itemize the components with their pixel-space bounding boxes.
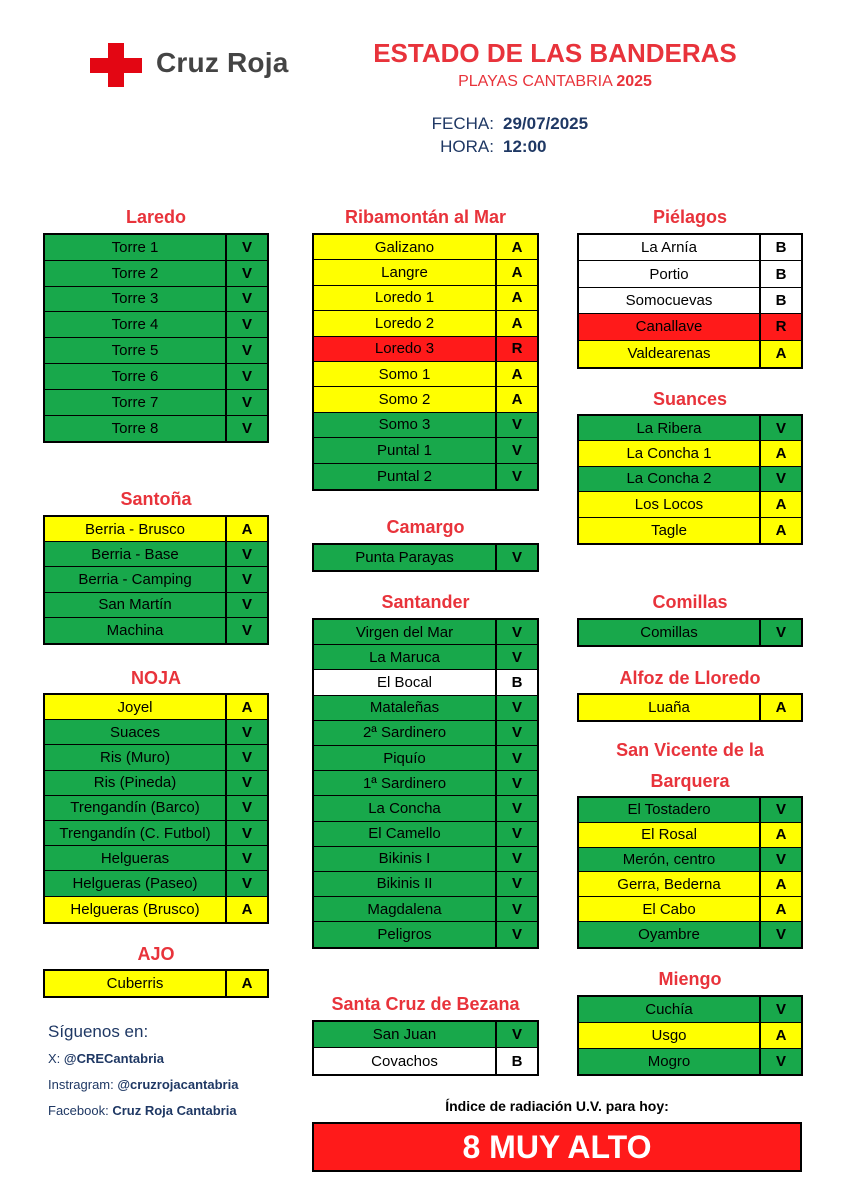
beach-row: [314, 645, 537, 670]
beach-row: [579, 235, 801, 261]
flag-status: V: [241, 824, 252, 842]
flag-status: V: [241, 238, 252, 256]
flag-table: [577, 618, 803, 647]
beach-name: Berria - Base: [45, 542, 227, 566]
beach-row: [579, 897, 801, 922]
flag-status: V: [241, 367, 252, 385]
flag-status: V: [775, 1052, 786, 1070]
beach-row: [314, 746, 537, 771]
beach-name: Oyambre: [579, 922, 761, 947]
beach-name: 1ª Sardinero: [314, 771, 497, 795]
subtitle-year: 2025: [616, 73, 652, 90]
flag-status: V: [775, 1000, 786, 1018]
beach-row: [45, 720, 267, 745]
flag-table: [577, 995, 803, 1076]
flag-status: V: [775, 624, 786, 641]
beach-row: [314, 1022, 537, 1048]
flag-status: A: [241, 698, 253, 716]
beach-name: Loredo 1: [314, 286, 497, 310]
beach-row: [314, 286, 537, 311]
hora-label: HORA:: [440, 137, 494, 156]
beach-name: Usgo: [579, 1023, 761, 1048]
flag-status: A: [775, 900, 787, 918]
flag-status: V: [775, 801, 786, 819]
beach-name: La Concha 1: [579, 441, 761, 465]
social-ig-value: @cruzrojacantabria: [117, 1077, 239, 1092]
beach-row: [314, 620, 537, 645]
flag-status: V: [511, 799, 522, 817]
beach-name: Portio: [579, 261, 761, 286]
beach-row: [314, 696, 537, 721]
social-facebook[interactable]: [48, 1103, 237, 1118]
flag-table: [577, 693, 803, 722]
flag-status: V: [241, 799, 252, 817]
flag-status: V: [241, 596, 252, 614]
flag-status: V: [511, 441, 522, 459]
flag-status: A: [511, 289, 523, 307]
beach-name: Torre 1: [45, 235, 227, 260]
beach-row: [314, 413, 537, 438]
section-title: Santa Cruz de Bezana: [331, 994, 520, 1014]
beach-name: Somo 3: [314, 413, 497, 437]
beach-name: La Maruca: [314, 645, 497, 669]
beach-row: [579, 492, 801, 517]
flag-status: V: [241, 774, 252, 792]
flag-table: [43, 515, 269, 645]
beach-row: [579, 922, 801, 947]
flag-status: B: [511, 1052, 523, 1070]
social-title: Síguenos en:: [48, 1022, 149, 1041]
section-title: San Vicente de la: [616, 740, 764, 760]
beach-row: [579, 1049, 801, 1075]
beach-row: [45, 390, 267, 416]
beach-name: Cuchía: [579, 997, 761, 1022]
beach-name: Langre: [314, 260, 497, 284]
beach-name: Torre 7: [45, 390, 227, 415]
beach-name: Peligros: [314, 922, 497, 947]
beach-row: [45, 287, 267, 313]
beach-name: El Bocal: [314, 670, 497, 694]
beach-name: Machina: [45, 618, 227, 643]
beach-row: [579, 872, 801, 897]
subtitle-prefix: PLAYAS CANTABRIA: [458, 73, 612, 90]
beach-name: Trengandín (C. Futbol): [45, 821, 227, 845]
beach-name: Torre 8: [45, 416, 227, 442]
flag-status: V: [241, 264, 252, 282]
beach-row: [579, 823, 801, 848]
social-x[interactable]: [48, 1051, 164, 1066]
beach-row: [45, 261, 267, 287]
uv-index-box: [312, 1122, 802, 1172]
beach-row: [45, 796, 267, 821]
beach-name: Piquío: [314, 746, 497, 770]
beach-name: Somocuevas: [579, 288, 761, 313]
flag-status: V: [511, 1026, 522, 1043]
beach-name: Somo 1: [314, 362, 497, 386]
flag-status: A: [775, 875, 787, 893]
flag-status: V: [241, 342, 252, 360]
page-subtitle: [330, 73, 780, 91]
flag-status: A: [511, 314, 523, 332]
flag-status: V: [241, 316, 252, 334]
beach-name: Suaces: [45, 720, 227, 744]
flag-table: [312, 1020, 539, 1076]
social-x-value: @CRECantabria: [63, 1051, 165, 1066]
beach-row: [45, 593, 267, 618]
beach-name: Torre 3: [45, 287, 227, 312]
beach-name: Magdalena: [314, 897, 497, 921]
beach-row: [45, 846, 267, 871]
beach-name: Covachos: [314, 1048, 497, 1074]
flag-status: V: [511, 623, 522, 641]
beach-name: San Juan: [314, 1022, 497, 1047]
beach-row: [314, 1048, 537, 1074]
beach-row: [314, 796, 537, 821]
beach-name: Loredo 2: [314, 311, 497, 335]
flag-status: A: [775, 495, 787, 513]
beach-row: [314, 872, 537, 897]
beach-row: [45, 364, 267, 390]
section-title: Barquera: [650, 771, 730, 791]
beach-row: [314, 337, 537, 362]
flag-status: V: [241, 393, 252, 411]
beach-row: [45, 338, 267, 364]
beach-name: Torre 5: [45, 338, 227, 363]
beach-row: [314, 464, 537, 489]
flag-status: V: [511, 749, 522, 767]
flag-status: A: [241, 900, 253, 918]
fecha-label: FECHA:: [431, 114, 494, 133]
flag-status: V: [511, 774, 522, 792]
section-title: Miengo: [658, 969, 722, 989]
flag-status: V: [511, 467, 522, 485]
flag-status: V: [241, 621, 252, 639]
beach-name: Tagle: [579, 518, 761, 543]
beach-row: [314, 235, 537, 260]
social-x-label: X:: [48, 1051, 61, 1066]
beach-name: Mogro: [579, 1049, 761, 1075]
beach-name: La Ribera: [579, 416, 761, 440]
beach-row: [579, 416, 801, 441]
flag-table: [577, 414, 803, 545]
beach-name: Ris (Pineda): [45, 771, 227, 795]
beach-name: La Concha 2: [579, 467, 761, 491]
beach-row: [579, 798, 801, 823]
beach-name: El Cabo: [579, 897, 761, 921]
flag-status: V: [511, 648, 522, 666]
beach-row: [314, 260, 537, 285]
beach-row: [579, 341, 801, 367]
flag-status: R: [511, 340, 523, 358]
flag-status: V: [241, 748, 252, 766]
flag-table: [43, 969, 269, 998]
beach-row: [45, 618, 267, 643]
uv-value: 8 MUY ALTO: [462, 1128, 652, 1165]
beach-name: El Camello: [314, 822, 497, 846]
flag-status: A: [241, 520, 253, 538]
beach-name: Trengandín (Barco): [45, 796, 227, 820]
flag-status: V: [775, 925, 786, 943]
flag-status: A: [511, 391, 523, 409]
beach-name: Galizano: [314, 235, 497, 259]
beach-row: [314, 387, 537, 412]
section-title: AJO: [137, 944, 175, 964]
beach-name: Helgueras (Brusco): [45, 897, 227, 922]
flag-status: A: [775, 445, 787, 463]
flag-status: V: [511, 926, 522, 944]
flag-status: V: [511, 549, 522, 566]
beach-row: [45, 897, 267, 922]
beach-name: Luaña: [579, 695, 761, 720]
beach-row: [579, 1023, 801, 1049]
beach-row: [579, 848, 801, 873]
beach-row: [579, 997, 801, 1023]
beach-name: La Concha: [314, 796, 497, 820]
beach-row: [314, 311, 537, 336]
beach-row: [314, 438, 537, 463]
uv-label: Índice de radiación U.V. para hoy:: [445, 1098, 669, 1114]
flag-status: V: [241, 849, 252, 867]
beach-name: Puntal 2: [314, 464, 497, 489]
flag-table: [312, 618, 539, 949]
flag-status: V: [241, 570, 252, 588]
flag-table: [43, 693, 269, 924]
beach-name: Berria - Brusco: [45, 517, 227, 541]
beach-name: Comillas: [579, 620, 761, 645]
flag-status: A: [775, 1026, 787, 1044]
section-title: Piélagos: [652, 207, 728, 227]
flag-status: R: [775, 318, 787, 336]
beach-row: [314, 771, 537, 796]
beach-name: Bikinis I: [314, 847, 497, 871]
logo-text: Cruz Roja: [156, 47, 289, 78]
hora-value: 12:00: [503, 137, 547, 156]
section-title: Suances: [652, 389, 728, 409]
beach-name: Ris (Muro): [45, 745, 227, 769]
flag-status: A: [241, 975, 253, 992]
flag-status: A: [775, 826, 787, 844]
section-title: Comillas: [652, 592, 728, 612]
beach-row: [45, 235, 267, 261]
beach-row: [45, 567, 267, 592]
social-fb-label: Facebook:: [48, 1103, 109, 1118]
flag-status: V: [511, 724, 522, 742]
beach-name: Torre 6: [45, 364, 227, 389]
flag-status: V: [511, 875, 522, 893]
beach-name: Merón, centro: [579, 848, 761, 872]
beach-name: Puntal 1: [314, 438, 497, 462]
beach-row: [45, 971, 267, 996]
flag-status: V: [511, 825, 522, 843]
beach-row: [45, 542, 267, 567]
flag-status: V: [241, 723, 252, 741]
beach-name: Helgueras: [45, 846, 227, 870]
flag-status: A: [775, 345, 787, 363]
social-instagram[interactable]: [48, 1077, 238, 1092]
beach-name: Mataleñas: [314, 696, 497, 720]
flag-status: V: [241, 545, 252, 563]
flag-status: V: [241, 419, 252, 437]
beach-name: Somo 2: [314, 387, 497, 411]
flag-status: V: [775, 470, 786, 488]
section-title: Alfoz de Lloredo: [619, 668, 761, 688]
flag-status: A: [775, 699, 787, 716]
beach-row: [45, 517, 267, 542]
flag-table: [312, 233, 539, 491]
section-title: Ribamontán al Mar: [344, 207, 507, 227]
section-title: Camargo: [386, 517, 465, 537]
section-title: NOJA: [130, 668, 181, 688]
beach-name: El Tostadero: [579, 798, 761, 822]
red-cross-logo-icon: [90, 43, 142, 87]
flag-status: A: [511, 264, 523, 282]
beach-row: [579, 314, 801, 340]
section-title: Laredo: [125, 207, 186, 227]
beach-row: [579, 620, 801, 645]
flag-table: [43, 233, 269, 443]
flag-status: B: [775, 291, 787, 309]
beach-name: Punta Parayas: [314, 545, 497, 570]
flag-table: [577, 796, 803, 949]
beach-row: [314, 897, 537, 922]
beach-row: [314, 721, 537, 746]
section-title: Santander: [381, 592, 470, 612]
beach-name: Berria - Camping: [45, 567, 227, 591]
beach-name: Bikinis II: [314, 872, 497, 896]
beach-name: Canallave: [579, 314, 761, 339]
beach-name: 2ª Sardinero: [314, 721, 497, 745]
beach-row: [579, 288, 801, 314]
beach-name: Cuberris: [45, 971, 227, 996]
beach-row: [579, 467, 801, 492]
beach-row: [314, 362, 537, 387]
beach-row: [45, 821, 267, 846]
flag-status: V: [511, 900, 522, 918]
beach-row: [579, 518, 801, 543]
beach-name: Loredo 3: [314, 337, 497, 361]
beach-row: [579, 441, 801, 466]
social-fb-value: Cruz Roja Cantabria: [112, 1103, 237, 1118]
flag-status: B: [775, 239, 787, 257]
beach-name: Helgueras (Paseo): [45, 871, 227, 895]
beach-name: Joyel: [45, 695, 227, 719]
beach-row: [314, 545, 537, 570]
beach-row: [45, 695, 267, 720]
beach-name: La Arnía: [579, 235, 761, 260]
beach-name: Los Locos: [579, 492, 761, 516]
page-title: ESTADO DE LAS BANDERAS: [373, 38, 737, 68]
flag-status: A: [511, 365, 523, 383]
fecha-value: 29/07/2025: [503, 114, 589, 133]
flag-status: V: [775, 850, 786, 868]
beach-row: [579, 695, 801, 720]
section-title: Santoña: [120, 489, 192, 509]
flag-status: A: [511, 238, 523, 256]
flag-status: B: [511, 673, 523, 691]
flag-table: [577, 233, 803, 369]
flag-status: B: [775, 265, 787, 283]
beach-row: [314, 847, 537, 872]
beach-name: San Martín: [45, 593, 227, 617]
flag-status: V: [241, 290, 252, 308]
beach-name: Gerra, Bederna: [579, 872, 761, 896]
flag-status: V: [775, 419, 786, 437]
flag-status: V: [511, 416, 522, 434]
beach-row: [314, 822, 537, 847]
beach-row: [314, 670, 537, 695]
beach-row: [45, 771, 267, 796]
beach-row: [45, 312, 267, 338]
beach-row: [45, 871, 267, 896]
flag-status: V: [511, 699, 522, 717]
flag-status: A: [775, 521, 787, 539]
flag-status: V: [511, 850, 522, 868]
beach-row: [314, 922, 537, 947]
beach-row: [45, 416, 267, 442]
beach-row: [579, 261, 801, 287]
social-ig-label: Instragram:: [48, 1077, 114, 1092]
beach-name: Torre 2: [45, 261, 227, 286]
beach-row: [45, 745, 267, 770]
beach-name: Virgen del Mar: [314, 620, 497, 644]
beach-name: Valdearenas: [579, 341, 761, 367]
flag-status: V: [241, 874, 252, 892]
flag-table: [312, 543, 539, 572]
beach-name: El Rosal: [579, 823, 761, 847]
beach-name: Torre 4: [45, 312, 227, 337]
